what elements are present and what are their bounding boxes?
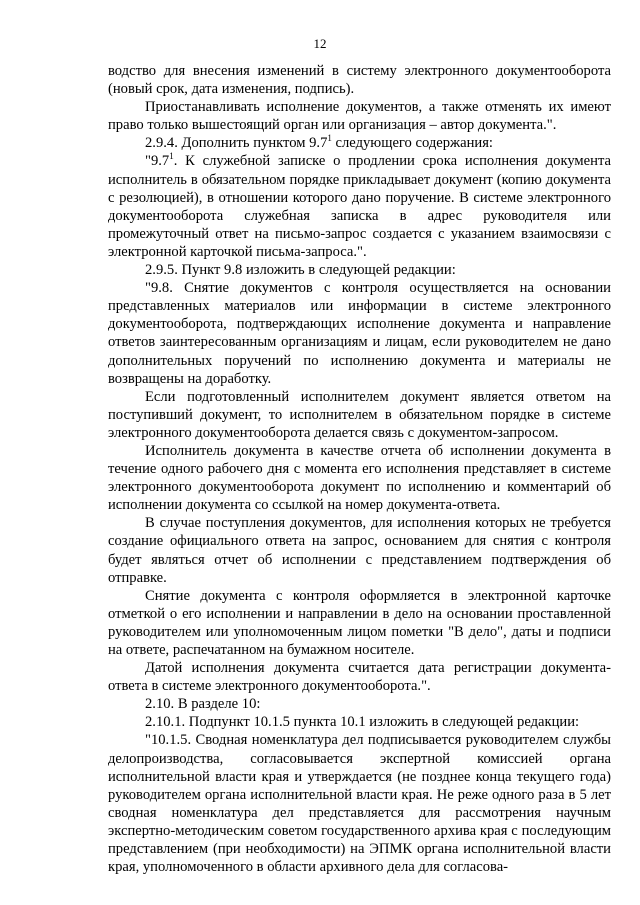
paragraph-8: Исполнитель документа в качестве отчета об исполнении документа в течение одного рабочего дня с момента его исполнения представляет в системе электронного документооборота документ по исполнению и комментарий об исполнении документа со ссылкой на номер документа-ответа. <box>108 442 611 514</box>
paragraph-13: 2.10.1. Подпункт 10.1.5 пункта 10.1 изложить в следующей редакции: <box>145 714 580 731</box>
paragraph-3-superscript: 1 <box>327 133 332 144</box>
page-number: 12 <box>313 36 327 51</box>
paragraph-4-superscript: 1 <box>169 151 174 162</box>
paragraph-3-main: 2.9.4. Дополнить пунктом 9.7 <box>145 135 328 152</box>
paragraph-2: Приостанавливать исполнение документов, а также отменять их имеют право только вышестоящий орган или организация – автор документа.". <box>108 99 611 134</box>
paragraph-3 <box>108 134 611 152</box>
paragraph-7: Если подготовленный исполнителем документ является ответом на поступивший документ, то исполнителем в обязательном порядке в системе электронного документооборота делается связь с документом-запросом. <box>108 388 611 441</box>
paragraph-4-main: "9.7 <box>145 153 170 170</box>
paragraph-12: 2.10. В разделе 10: <box>145 696 261 713</box>
paragraph-1: водство для внесения изменений в систему электронного документооборота (новый срок, дата изменения, подпись). <box>108 63 611 98</box>
paragraph-4 <box>108 152 611 261</box>
paragraph-9: В случае поступления документов, для исполнения которых не требуется создание официального ответа на запрос, основанием для снятия с контроля будет являться отчет об исполнении с представлением подтверждения об отправке. <box>108 515 611 586</box>
document-body <box>108 62 611 876</box>
paragraph-14: "10.1.5. Сводная номенклатура дел подписывается руководителем службы делопроизводства, согласовывается экспертной комиссией органа исполнительной власти края и утверждается (не позднее конца текущего года) руководителем органа исполнительной власти края. Не реже одного раза в 5 лет сводная номенклатура дел представляется для рассмотрения научным экспертно-методическим советом государственного архива края с последующим представлением (при необходимости) на ЭПМК органа исполнительной власти края, уполномоченного в области архивного дела для согласова- <box>108 732 611 876</box>
paragraph-11: Датой исполнения документа считается дата регистрации документа-ответа в системе электронного документооборота.". <box>108 660 611 695</box>
paragraph-6: "9.8. Снятие документов с контроля осуществляется на основании представленных материалов или информации в системе электронного документооборота, подтверждающих исполнение документа и направление ответов заинтересованным организациям и лицам, если руководителем не дано дополнительных поручений по исполнению документа и материалы не возвращены на доработку. <box>108 280 611 387</box>
paragraph-4-tail: . К служебной записке о продлении срока исполнения документа исполнитель в обязательном порядке прикладывает документ (копию документа с резолюцией), в отношении которого дано поручение. В системе электронного документооборота служебная записка в адрес руководителя или промежуточный ответ на письмо-запрос создается с указанием взаимосвязи с электронной карточкой письма-запроса.". <box>108 153 611 260</box>
paragraph-5: 2.9.5. Пункт 9.8 изложить в следующей редакции: <box>145 262 456 279</box>
paragraph-3-tail: следующего содержания: <box>331 135 493 152</box>
paragraph-10: Снятие документа с контроля оформляется в электронной карточке отметкой о его исполнении и направлении в дело на основании проставленной руководителем или уполномоченным лицом пометки "В дело", даты и подписи на ответе, распечатанном на бумажном носителе. <box>108 587 611 658</box>
